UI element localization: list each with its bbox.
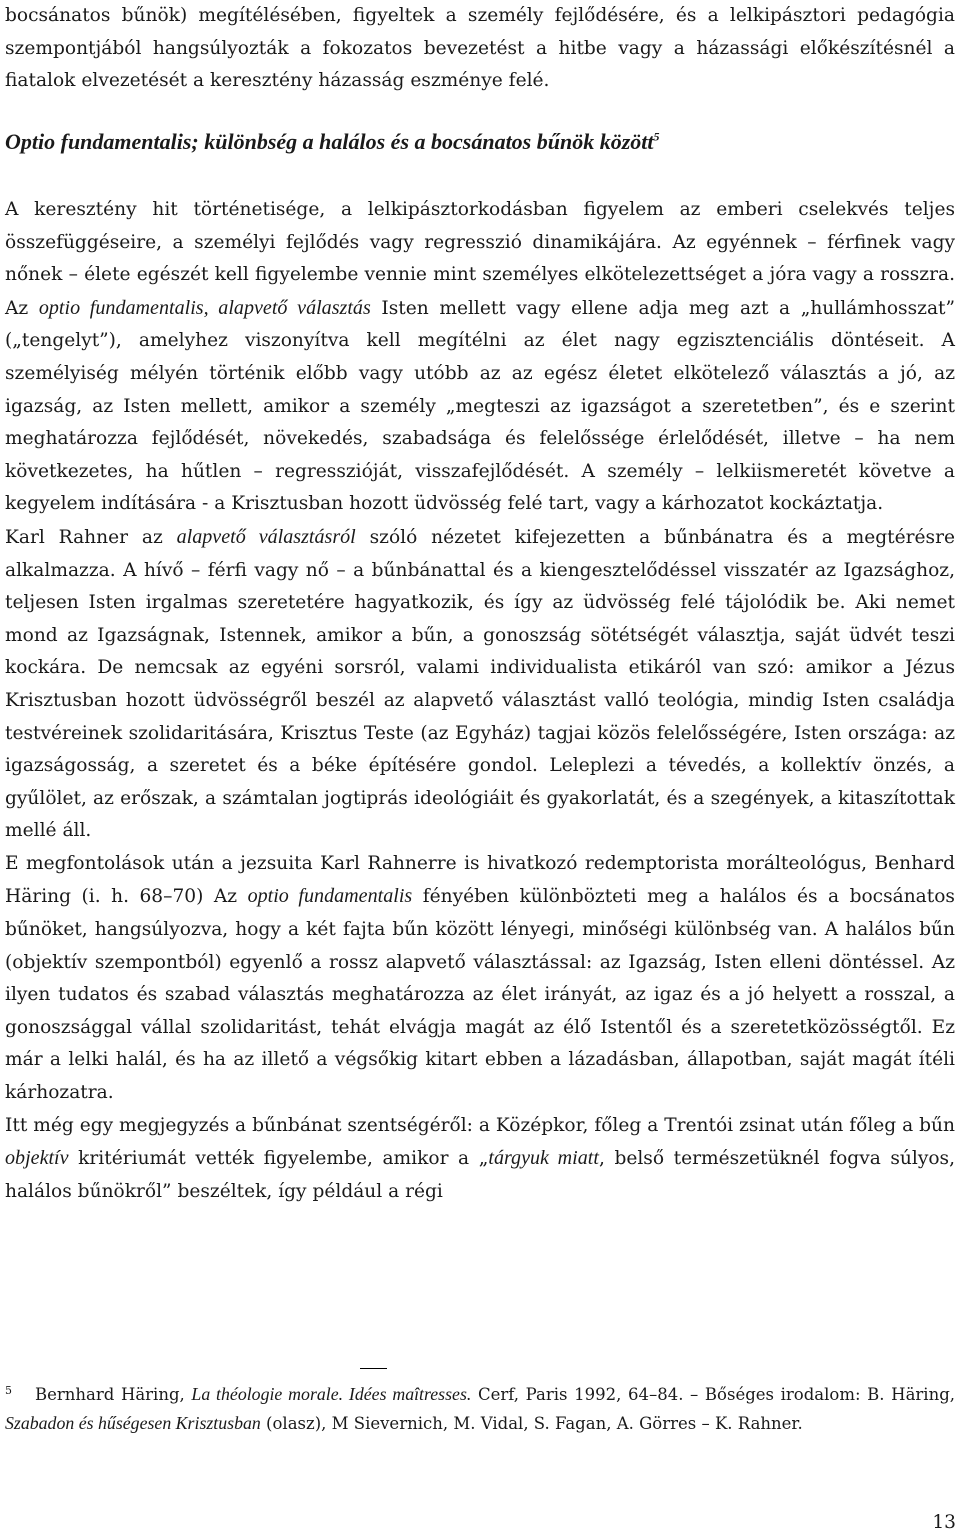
page-number: 13: [932, 1512, 956, 1533]
footnote-reference: 5: [653, 129, 660, 144]
paragraph-4: Itt még egy megjegyzés a bűnbánat szentségéről: a Középkor, főleg a Trentói zsinat után főleg a bűn objektív kritériumát vették figyelembe, amikor a „tárgyuk miatt, belső természetüknél fogva súlyos, halálos bűnökről” beszéltek, így például a régi: [5, 1114, 955, 1202]
section-heading-text: Optio fundamentalis; különbség a halálos és a bocsánatos bűnök között: [5, 129, 654, 154]
footnote-separator: [360, 1368, 387, 1369]
top-paragraph: bocsánatos bűnök) megítélésében, figyeltek a személy fejlődésére, és a lelkipásztori pedagógia szempontjából hangsúlyozták a fokozatos bevezetést a hitbe vagy a házassági előkészítésnél a fiatalok elvezetését a keresztény házasság eszménye felé.: [5, 5, 955, 92]
footnote: 5 Bernhard Häring, La théologie morale. Idées maîtresses. Cerf, Paris 1992, 64–84. – Bőséges irodalom: B. Häring, Szabadon és hűségesen Krisztusban (olasz), M Sievernich, M. Vidal, S. Fagan, A. Görres – K. Rahner.: [5, 1383, 956, 1433]
paragraph-3: E megfontolások után a jezsuita Karl Rahnerre is hivatkozó redemptorista morálteológus, Benhard Häring (i. h. 68–70) Az optio fundamentalis fényében különbözteti meg a halálos és a bocsánatos bűnöket, hangsúlyozva, hogy a két fajta bűn között lényegi, minőségi különbség van. A halálos bűn (objektív szempontból) egyenlő a rossz alapvető választással: az Igazság, Isten elleni döntéssel. Az ilyen tudatos és szabad választás meghatározza az élet irányát, az igaz és a jó helyett a rosszal, a gonoszsággal vállal szolidaritást, tehát elvágja magát az élő Istentől és a szeretetközösségtől. Ez már a lelki halál, és ha az illető a végsőkig kitart ebben a lázadásban, állapotban, saját magát ítéli kárhozatra.: [5, 852, 955, 1104]
section-heading: [5, 126, 660, 158]
section-body: [5, 194, 955, 1208]
paragraph-1: A keresztény hit történetisége, a lelkipásztorkodásban figyelem az emberi cselekvés teljes összefüggéseire, a személyi fejlődés vagy regresszió dinamikájára. Az egyénnek – férfinek vagy nőnek – élete egészét kell figyelembe vennie mint személyes elkötelezettséget a jóra vagy a rosszra. Az optio fundamentalis, alapvető választás Isten mellett vagy ellene adja meg azt a „hullámhosszat” („tengelyt”), amelyhez viszonyítva kell megítélni az élet nagy egzisztenciális döntéseit. A személyiség mélyén történik előbb vagy utóbb az az egész életet elkötelező választás a jó, az igazság, az Isten mellett, amikor a személy „megteszi az igazságot a szeretetben”, és e szerint meghatározza fejlődését, növekedés, szabadsága és felelőssége érlelődését, illetve – ha nem következetes, ha hűtlen – regresszióját, visszafejlődését. A személy – lelkiismeretét követve a kegyelem indítására - a Krisztusban hozott üdvösség felé tart, vagy a kárhozatot kockáztatja.: [5, 199, 956, 515]
paragraph-2: Karl Rahner az alapvető választásról szóló nézetet kifejezetten a bűnbánatra és a megtérésre alkalmazza. A hívő – férfi vagy nő – a bűnbánattal és a kiengesztelődéssel visszatér az Igazsághoz, teljesen Isten irgalmas szeretetére hagyatkozik, és így az üdvösség felé tájolódik be. Aki nemet mond az Igazságnak, Istennek, amikor a bűn, a gonoszság sötétségét választja, saját üdvét teszi kockára. De nemcsak az egyéni sorsról, valami individualista etikáról van szó: amikor a Jézus Krisztusban hozott üdvösségről beszél az alapvető választást valló teológia, mindig Isten családja testvéreinek szolidaritására, Krisztus Teste (az Egyház) tagjai közös felelősségére, Isten országa: az igazságosság, a szeretet és a béke építésére gondol. Leleplezi a tévedés, a kollektív önzés, a gyűlölet, az erőszak, a számtalan jogtiprás ideológiáit és gyakorlatát, és a szegények, a kitaszítottak mellé áll.: [5, 525, 955, 842]
